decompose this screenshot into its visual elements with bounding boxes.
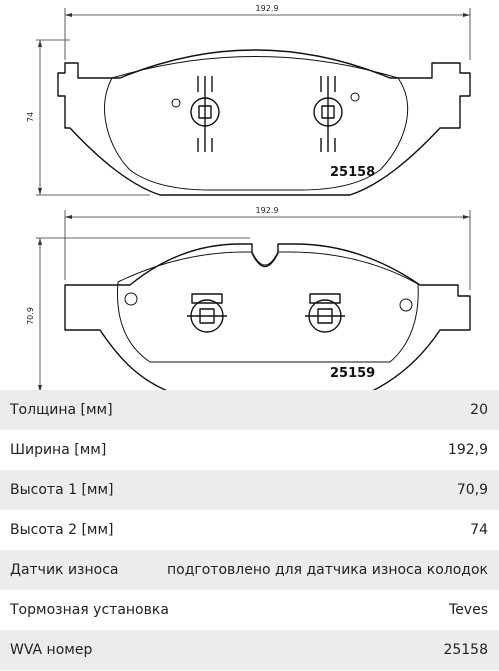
spec-value: 25158 — [443, 642, 488, 658]
spec-row-wva-number — [0, 630, 499, 670]
spec-value: 192,9 — [447, 442, 488, 458]
spec-label: WVA номер — [10, 642, 93, 658]
spec-value: Teves — [449, 602, 488, 618]
top-pad-part-number: 25158 — [330, 165, 376, 180]
spec-row-wear-sensor — [0, 550, 499, 590]
spec-value: 74 — [470, 522, 488, 538]
spec-label: Ширина [мм] — [10, 442, 107, 458]
spec-row-brake-system — [0, 590, 499, 630]
spec-value: подготовлено для датчика износа колодок — [166, 562, 488, 578]
top-pad-right-clip — [314, 76, 359, 152]
spec-row-thickness — [0, 390, 499, 430]
bottom-pad-right-clip — [305, 294, 412, 332]
spec-row-height-2 — [0, 510, 499, 550]
top-pad-left-clip — [172, 76, 219, 152]
bottom-height-dim: 70.9 — [26, 307, 35, 325]
bottom-pad-left-clip — [125, 293, 227, 332]
bottom-height-dimension-line — [36, 238, 250, 390]
spec-label: Высота 2 [мм] — [10, 522, 114, 538]
top-height-dim: 74 — [26, 111, 35, 123]
spec-row-height-1 — [0, 470, 499, 510]
spec-row-width — [0, 430, 499, 470]
spec-label: Тормозная установка — [10, 602, 169, 618]
spec-label: Высота 1 [мм] — [10, 482, 114, 498]
bottom-pad-outline — [65, 244, 470, 390]
spec-label: Толщина [мм] — [10, 402, 113, 418]
top-pad-outline — [58, 50, 470, 195]
spec-value: 70,9 — [456, 482, 488, 498]
spec-label: Датчик износа — [10, 562, 119, 578]
specs-table — [0, 390, 499, 670]
top-width-dimension-line — [65, 8, 470, 60]
bottom-pad-part-number: 25159 — [330, 366, 376, 381]
bottom-width-dim: 192.9 — [255, 206, 279, 215]
top-width-dim: 192.9 — [255, 4, 279, 13]
spec-value: 20 — [470, 402, 488, 418]
